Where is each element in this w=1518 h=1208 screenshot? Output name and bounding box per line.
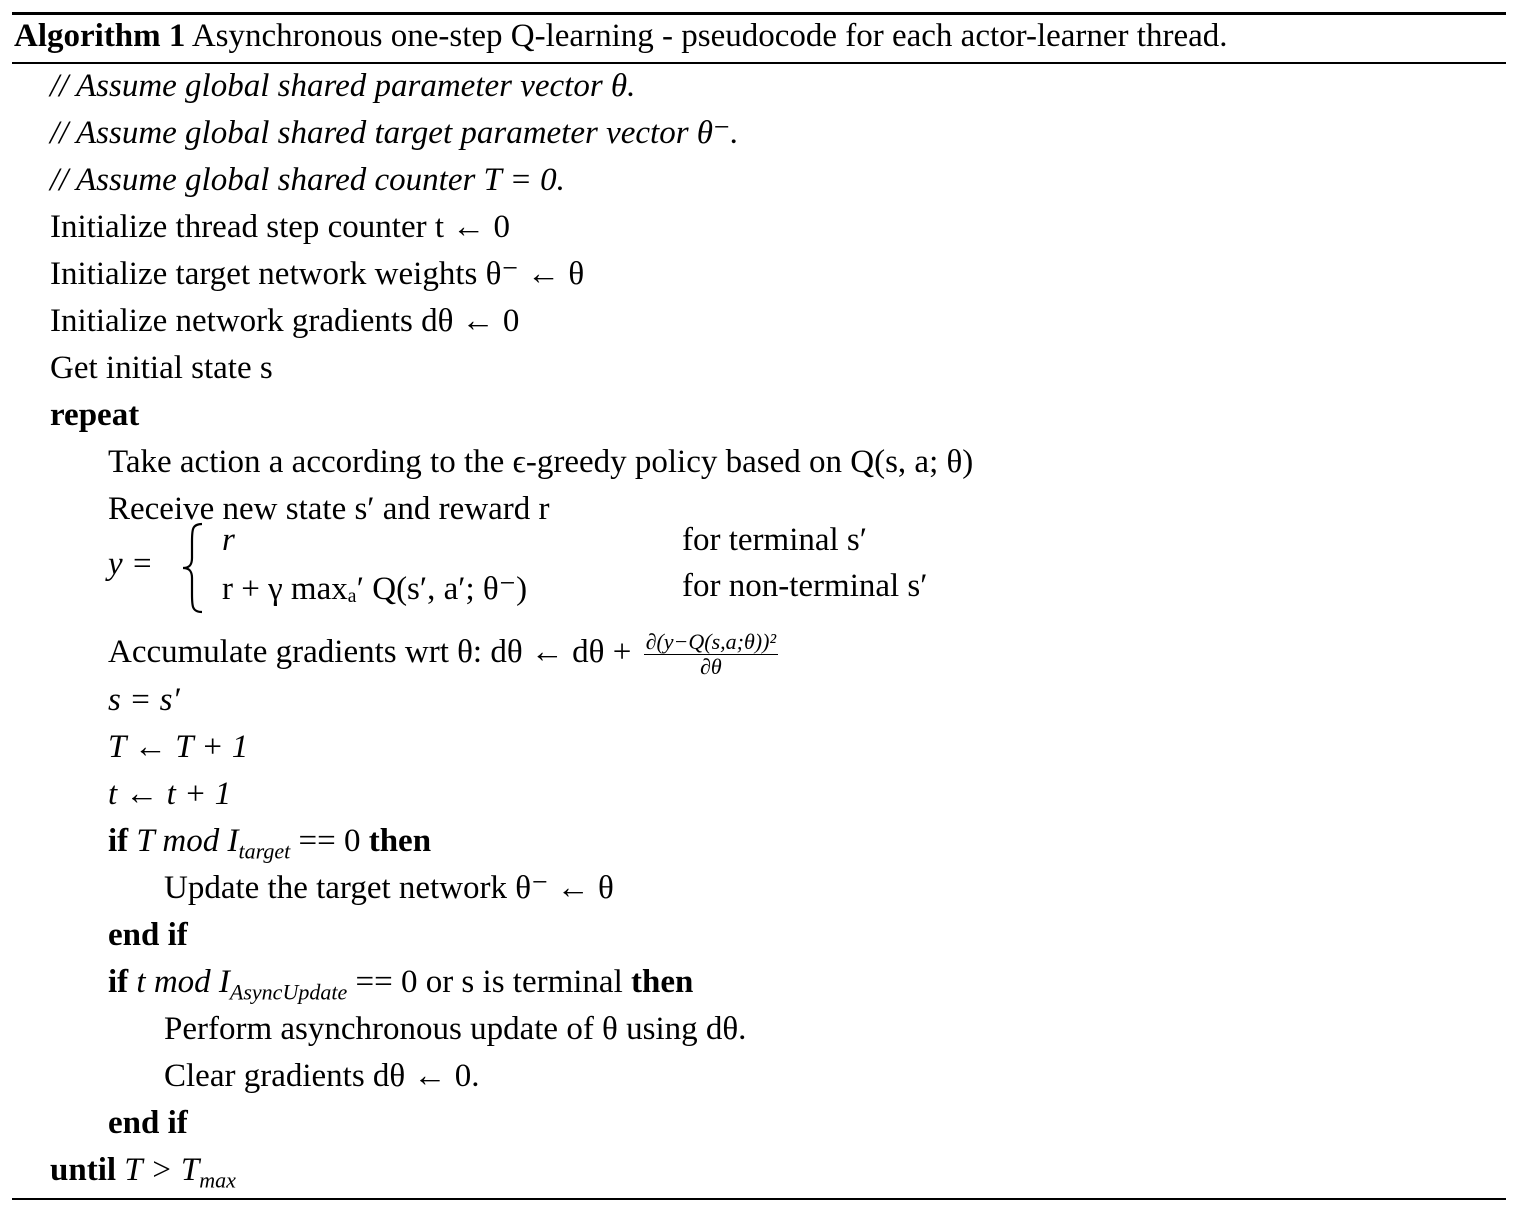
fraction-denominator: ∂θ <box>699 654 722 679</box>
init-gradients: Initialize network gradients dθ ← 0 <box>50 303 520 339</box>
if-target-update <box>108 819 431 863</box>
accumulate-text: Accumulate gradients wrt θ: dθ ← dθ + <box>108 634 632 671</box>
if-async-condition: t mod I <box>136 964 230 1000</box>
algorithm-title: Asynchronous one-step Q-learning - pseudocode for each actor-learner thread. <box>191 18 1228 54</box>
then-keyword: then <box>631 964 694 1000</box>
if-keyword: if <box>108 823 129 859</box>
gradient-fraction <box>644 630 778 679</box>
init-target-weights: Initialize target network weights θ⁻ ← θ <box>50 256 585 292</box>
end-if-keyword: end if <box>108 917 188 953</box>
case-terminal-expr: r <box>222 522 235 558</box>
until-condition: T > T <box>124 1152 200 1188</box>
get-initial-state: Get initial state s <box>50 350 273 386</box>
update-target-line: Update the target network θ⁻ ← θ <box>164 870 614 906</box>
comment-line-2: // Assume global shared target parameter vector θ⁻. <box>50 115 739 151</box>
until-subscript: max <box>199 1167 236 1193</box>
if-async-rest: == 0 or s is terminal <box>355 964 623 1000</box>
fraction-numerator: ∂(y−Q(s,a;θ))² <box>645 629 777 654</box>
repeat-keyword: repeat <box>50 397 140 433</box>
until-keyword: until <box>50 1152 117 1188</box>
accumulate-gradients-line <box>108 630 778 679</box>
algorithm-caption <box>14 14 1228 58</box>
if-keyword: if <box>108 964 129 1000</box>
async-update-line: Perform asynchronous update of θ using dθ. <box>164 1011 747 1047</box>
if-target-subscript: target <box>238 838 291 864</box>
case-terminal-cond: for terminal s′ <box>682 522 867 558</box>
clear-gradients-line: Clear gradients dθ ← 0. <box>164 1058 480 1094</box>
if-async-subscript: AsyncUpdate <box>229 979 348 1005</box>
left-brace-icon <box>180 522 208 614</box>
comment-line-1: // Assume global shared parameter vector θ. <box>50 68 636 104</box>
if-target-rest: == 0 <box>298 823 361 859</box>
state-update-line: s = s′ <box>108 682 180 718</box>
until-line <box>50 1148 236 1192</box>
thread-counter-increment: t ← t + 1 <box>108 776 232 812</box>
init-step-counter: Initialize thread step counter t ← 0 <box>50 209 511 245</box>
then-keyword: then <box>368 823 432 859</box>
global-counter-increment: T ← T + 1 <box>108 729 249 765</box>
case-nonterminal-expr: r + γ maxₐ′ Q(s′, a′; θ⁻) <box>222 571 528 607</box>
case-nonterminal-cond: for non-terminal s′ <box>682 568 928 604</box>
target-cases <box>108 522 1108 614</box>
comment-line-3: // Assume global shared counter T = 0. <box>50 162 565 198</box>
take-action-line: Take action a according to the ϵ-greedy policy based on Q(s, a; θ) <box>108 444 974 480</box>
receive-state-line: Receive new state s′ and reward r <box>108 491 550 527</box>
end-if-keyword: end if <box>108 1105 188 1141</box>
y-lhs: y = <box>108 546 154 582</box>
algorithm-label: Algorithm 1 <box>14 18 186 54</box>
bottom-rule <box>12 1198 1506 1200</box>
if-async-update <box>108 960 693 1004</box>
if-target-condition: T mod I <box>136 823 239 859</box>
